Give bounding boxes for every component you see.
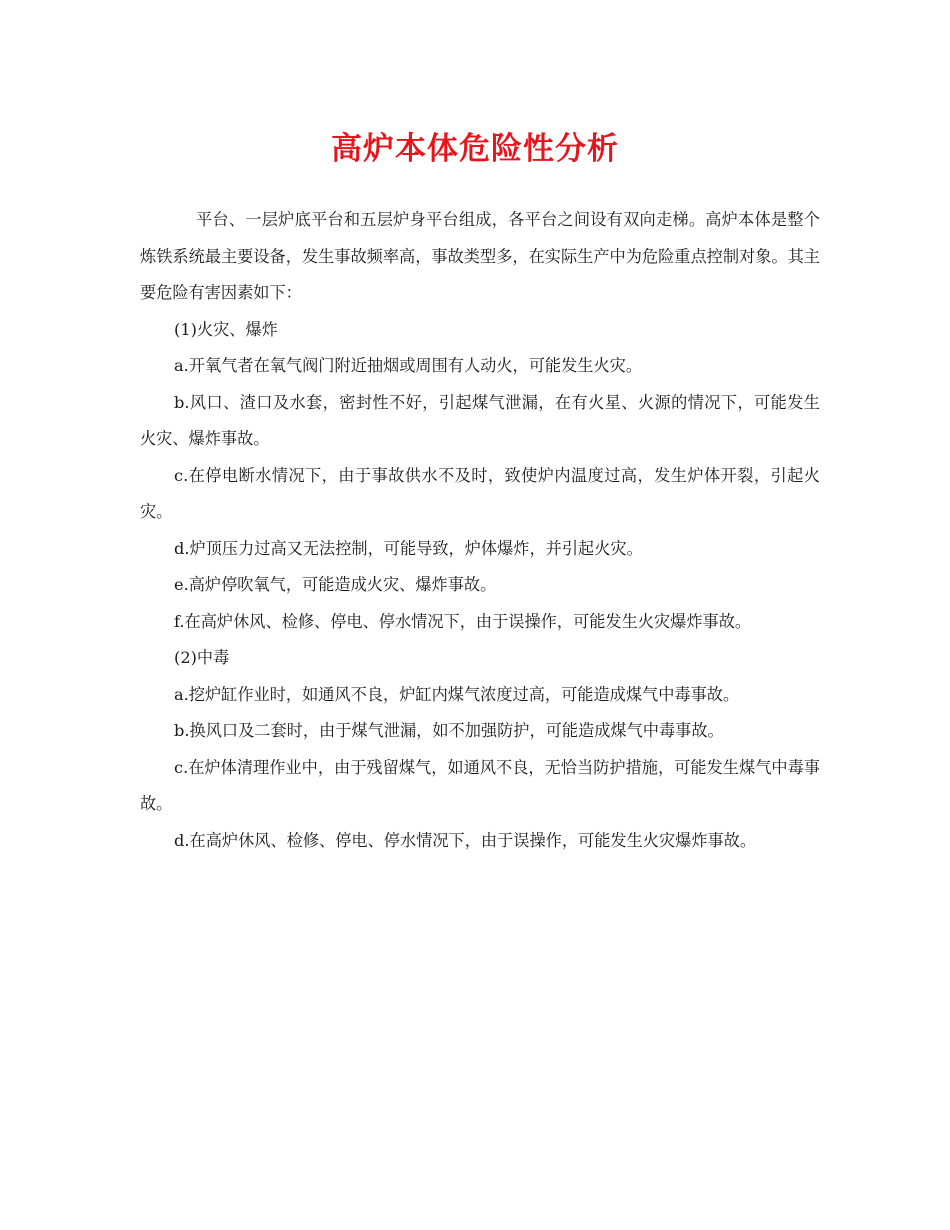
document-body: [140, 202, 820, 859]
section-heading-poisoning: (2)中毒: [174, 648, 230, 667]
list-item: f.在高炉休风、检修、停电、停水情况下，由于误操作，可能发生火灾爆炸事故。: [174, 611, 752, 631]
list-item: a.开氧气者在氧气阀门附近抽烟或周围有人动火，可能发生火灾。: [174, 356, 643, 375]
section-heading-fire-explosion: (1)火灾、爆炸: [174, 319, 278, 339]
list-item: b.风口、渣口及水套，密封性不好，引起煤气泄漏，在有火星、火源的情况下，可能发生火灾、爆炸事故。: [140, 392, 820, 448]
list-item: d.炉顶压力过高又无法控制，可能导致，炉体爆炸，并引起火灾。: [174, 538, 643, 558]
list-item: c.在炉体清理作业中，由于残留煤气，如通风不良，无恰当防护措施，可能发生煤气中毒事故。: [140, 757, 820, 813]
list-item: a.挖炉缸作业时，如通风不良，炉缸内煤气浓度过高，可能造成煤气中毒事故。: [174, 684, 740, 704]
list-item: c.在停电断水情况下，由于事故供水不及时，致使炉内温度过高，发生炉体开裂，引起火灾。: [140, 465, 820, 521]
list-item: e.高炉停吹氧气，可能造成火灾、爆炸事故。: [174, 575, 497, 594]
intro-paragraph: 平台、一层炉底平台和五层炉身平台组成，各平台之间设有双向走梯。高炉本体是整个炼铁系统最主要设备，发生事故频率高，事故类型多，在实际生产中为危险重点控制对象。其主要危险有害因素如下：: [140, 210, 820, 302]
list-item: b.换风口及二套时，由于煤气泄漏，如不加强防护，可能造成煤气中毒事故。: [174, 721, 724, 740]
document-title: 高炉本体危险性分析: [331, 131, 619, 167]
list-item: d.在高炉休风、检修、停电、停水情况下，由于误操作，可能发生火灾爆炸事故。: [174, 830, 757, 850]
